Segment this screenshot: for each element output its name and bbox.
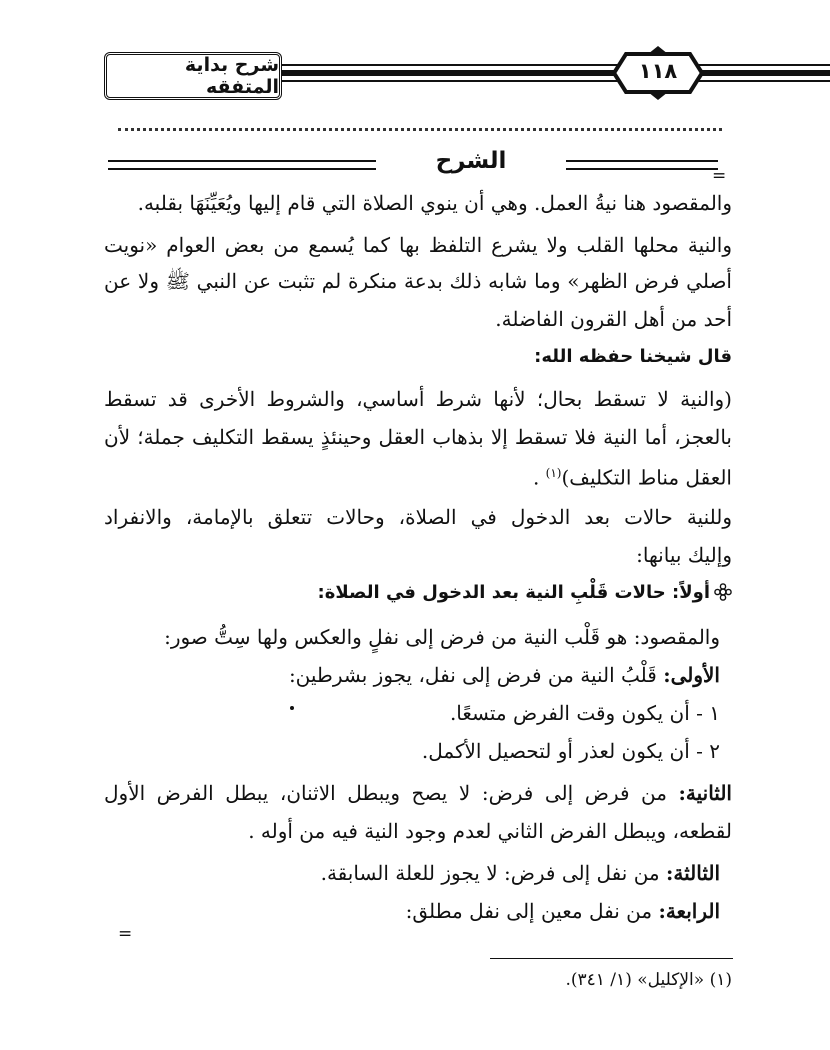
footnote: (١) «الإكليل» (١/ ٣٤١). (565, 970, 732, 990)
list-item: ١ - أن يكون وقت الفرض متسعًا. (449, 701, 720, 725)
section-title: الشرح (435, 148, 507, 174)
case-label: الرابعة: (658, 899, 720, 923)
case-label: الأولى: (663, 663, 720, 687)
footnote-rule (490, 958, 733, 959)
case-third (321, 858, 720, 888)
case-label: الثالثة: (665, 861, 720, 885)
case-text: قَلْبُ النية من فرض إلى نفل، يجوز بشرطين: (288, 663, 664, 687)
case-text: من نفل إلى فرض: لا يجوز للعلة السابقة. (320, 861, 666, 885)
subsection-title: أولاً: حالات قَلْبِ النية بعد الدخول في الصلاة: (317, 582, 710, 603)
quote-text: العقل مناط التكليف) (561, 465, 732, 490)
list-item: ٢ - أن يكون لعذر أو لتحصيل الأكمل. (421, 739, 720, 763)
continuation-mark-top: = (712, 166, 727, 186)
quote-line (533, 458, 732, 493)
quote-line: (والنية لا تسقط بحال؛ لأنها شرط أساسي، والشروط الأخرى قد تسقط (104, 387, 732, 411)
body-line: أصلي فرض الظهر» وما شابه ذلك بدعة منكرة لم تثبت عن النبي ﷺ ولا عن (104, 269, 732, 293)
section-heading (108, 148, 718, 184)
case-fourth (406, 896, 720, 926)
case-first (289, 660, 720, 690)
subsection-heading (318, 578, 732, 608)
body-line: والنية محلها القلب ولا يشرع التلفظ بها كما يُسمع من بعض العوام «نويت (104, 233, 732, 257)
page-number: ١١٨ (638, 59, 678, 83)
page-number-badge (612, 44, 704, 102)
case-second (104, 778, 732, 808)
quote-attribution: قال شيخنا حفظه الله: (534, 346, 732, 367)
case-label: الثانية: (678, 781, 732, 805)
stray-dot (290, 706, 294, 710)
body-line: والمقصود هنا نيةُ العمل. وهي أن ينوي الصلاة التي قام إليها ويُعَيِّنَهَا بقلبه. (137, 191, 732, 215)
body-line: والمقصود: هو قَلْب النية من فرض إلى نفلٍ والعكس ولها سِتُّ صور: (164, 625, 720, 649)
quote-line: بالعجز، أما النية فلا تسقط إلا بذهاب العقل وحينئذٍ يسقط التكليف جملة؛ لأن (104, 425, 732, 449)
case-text: من فرض إلى فرض: لا يصح ويبطل الاثنان، يبطل الفرض الأول (104, 781, 679, 805)
body-line: وإليك بيانها: (636, 543, 732, 567)
running-title: شرح بداية المتفقه (104, 52, 282, 100)
flower-ornament-icon (714, 583, 732, 601)
header-rule (270, 64, 830, 82)
footnote-ref: (١) (545, 466, 562, 480)
case-text: من نفل معين إلى نفل مطلق: (405, 899, 659, 923)
body-line: لقطعه، ويبطل الفرض الثاني لعدم وجود النية فيه من أوله . (248, 819, 732, 843)
body-line: أحد من أهل القرون الفاضلة. (495, 307, 732, 331)
continuation-mark-bottom: = (118, 924, 133, 944)
body-line: وللنية حالات بعد الدخول في الصلاة، وحالات تتعلق بالإمامة، والانفراد (104, 505, 732, 529)
dotted-divider (118, 128, 722, 131)
quote-end: . (532, 465, 546, 490)
